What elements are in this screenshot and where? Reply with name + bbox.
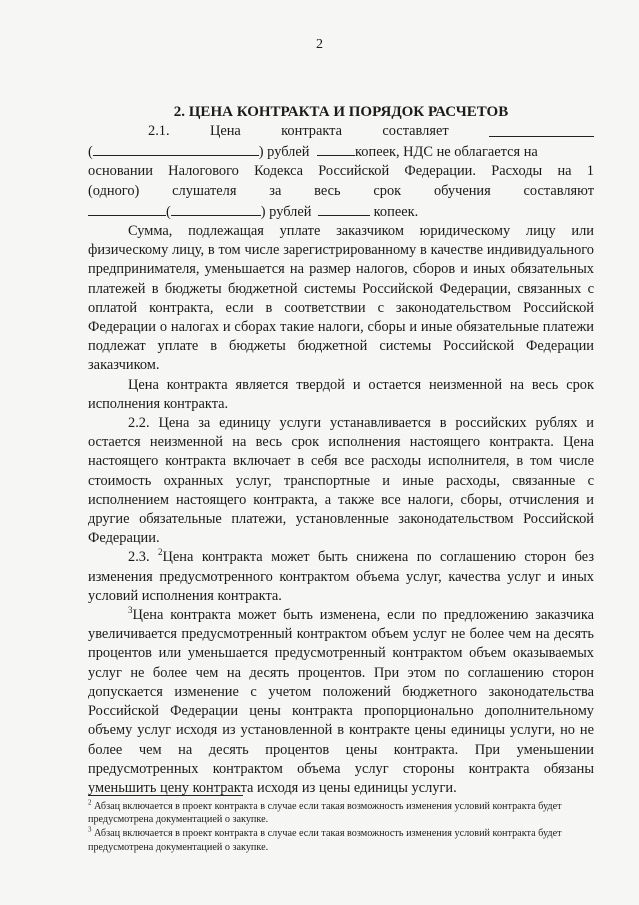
footnote-ref-3[interactable]: 3 [128, 605, 133, 616]
clause-2-1-line-3: основании Налогового Кодекса Российской Федерации. Расходы на 1 [88, 163, 594, 180]
clause-2-2: 2.2. Цена за единицу услуги устанавливается в российских рублях и остается неизменной на весь срок исполнения настоящего контракта. Цена настоящего контракта включает в себя все расходы исполнителя, в том числе стоимость охранных услуг, транспортные и иные расходы, связанные с исполнением настоящего контракта, а также все налоги, сборы, отчисления и другие обязательные платежи, установленные законодательством Российской Федерации. [88, 415, 594, 547]
kopeks-blank[interactable] [317, 141, 355, 156]
footnote-ref-2[interactable]: 2 [158, 547, 163, 558]
footnotes [88, 800, 594, 855]
section-heading: 2. ЦЕНА КОНТРАКТА И ПОРЯДОК РАСЧЕТОВ [173, 104, 509, 120]
clause-2-1 [88, 122, 594, 222]
per-student-words-blank[interactable] [171, 201, 261, 216]
main-content [88, 103, 594, 798]
footnote-item: $^2$ Абзац включается в проект контракта в случае если такая возможность изменения условий контракта будет предусмотрена документацией о закупке. [88, 798, 562, 826]
clause-2-1-line-5: ( ) рублей копеек. [88, 201, 594, 222]
paragraph-sum: Сумма, подлежащая уплате заказчиком юридическому лицу или физическому лицу, в том числе зарегистрированному в качестве индивидуального предпринимателя, уменьшается на размер налогов, сборов и иных обязательных платежей в бюджеты бюджетной системы Российской Федерации, связанных с оплатой контракта, если в соответствии с законодательством Российской Федерации о налогах и сборах такие налоги, сборы и иные обязательные платежи подлежат уплате в бюджеты бюджетной системы Российской Федерации заказчиком. [88, 223, 594, 374]
price-blank[interactable] [489, 122, 594, 137]
clause-2-1-line-1: 2.1. Цена контракта составляет [88, 122, 594, 141]
per-student-kopeks-blank[interactable] [318, 201, 370, 216]
footnote-item: $^3$ Абзац включается в проект контракта в случае если такая возможность изменения условий контракта будет предусмотрена документацией о закупке. [88, 826, 562, 853]
paragraph-price-change: $^3$Цена контракта может быть изменена, если по предложению заказчика увеличивается предусмотренный контрактом объем услуг не более чем на десять процентов или уменьшается предусмотренный контрактом объем оказываемых услуг не более чем на десять процентов. При этом по соглашению сторон допускается изменение с учетом положений бюджетного законодательства Российской Федерации цены контракта пропорционально дополнительному объему услуг исходя из установленной в контракте цены единицы услуги, но не более чем на десять процентов цены контракта. При уменьшении предусмотренных контрактом объема услуг стороны контракта обязаны уменьшить цену контракта исходя из цены единицы услуги. [88, 605, 594, 796]
per-student-blank[interactable] [88, 201, 166, 216]
price-words-blank[interactable] [93, 141, 259, 156]
page-number: 2 [316, 37, 323, 52]
clause-2-3: 2.3. $^2$Цена контракта может быть снижена по соглашению сторон без изменения предусмотренного контрактом объема услуг, качества услуг и иных условий исполнения контракта. [88, 547, 595, 604]
clause-2-1-line-4: (одного) слушателя за весь срок обучения составляют [88, 182, 594, 199]
footnote-divider [88, 795, 243, 796]
paragraph-fixed-price: Цена контракта является твердой и остается неизменной на весь срок исполнения контракта. [88, 376, 594, 412]
clause-2-1-line-2: ( ) рублей копеек, НДС не облагается на [88, 141, 594, 162]
